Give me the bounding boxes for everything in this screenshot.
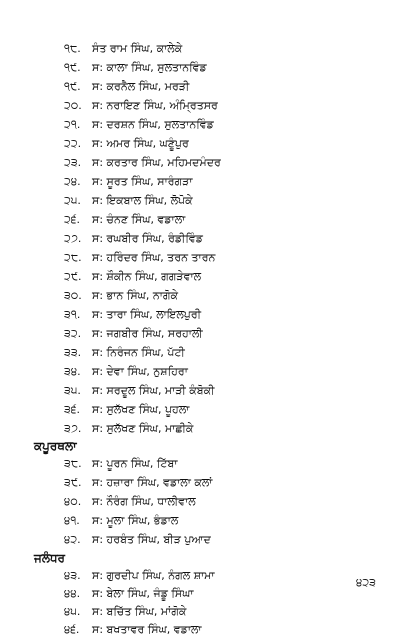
- entry-text: ਸ: ਤਾਰਾ ਸਿੰਘ, ਲਾਇਲਪੁਰੀ: [92, 308, 202, 321]
- entry-text: ਸ: ਸੁਲੱਖਣ ਸਿੰਘ, ਮਾਛੀਕੇ: [92, 422, 194, 435]
- entry-number: ੩੨.: [64, 327, 82, 340]
- list-item: [64, 97, 384, 115]
- entry-text: ਸ: ਬੇਲਾ ਸਿੰਘ, ਜੰਡੂ ਸਿੰਘਾ: [92, 587, 194, 600]
- entry-text: ਸ: ਕਰਤਾਰ ਸਿੰਘ, ਮਹਿਮਦਮੰਦਰ: [92, 156, 221, 169]
- entry-number: ੪੦.: [64, 495, 82, 508]
- entry-number: ੨੭.: [64, 232, 82, 245]
- list-item: [64, 306, 384, 324]
- list-item: [64, 401, 384, 419]
- list-item: [64, 567, 384, 585]
- list-item: [64, 325, 384, 343]
- entry-number: ੪੬.: [64, 623, 80, 636]
- section-heading-kapurthala: ਕਪੂਰਥਲਾ: [34, 439, 77, 453]
- entry-text: ਸ: ਮੂਲਾ ਸਿੰਘ, ਭੰਡਾਲ: [92, 514, 179, 527]
- list-item: [64, 603, 384, 621]
- entry-number: ੩੦.: [64, 289, 82, 302]
- entry-number: ੩੩.: [64, 346, 82, 359]
- page-number: ੪੨੩: [356, 576, 377, 589]
- list-item: [64, 59, 384, 77]
- entry-number: ੩੭.: [64, 422, 82, 435]
- entry-text: ਸ: ਅਮਰ ਸਿੰਘ, ਘਣੂੰਪੁਰ: [92, 137, 189, 150]
- entry-number: ੩੫.: [64, 384, 81, 397]
- entry-number: ੨੦.: [64, 99, 82, 112]
- list-item: [64, 154, 384, 172]
- entry-number: ੩੬.: [64, 403, 80, 416]
- entry-number: ੪੩.: [64, 569, 81, 582]
- entry-text: ਸੰਤ ਰਾਮ ਸਿੰਘ, ਕਾਲੇਕੇ: [92, 42, 183, 55]
- list-item: [64, 249, 384, 267]
- entry-number: ੨੧.: [64, 118, 81, 131]
- entry-text: ਸ: ਨਿਰੰਜਨ ਸਿੰਘ, ਪੱਟੀ: [92, 346, 185, 359]
- entry-text: ਸ: ਭਾਨ ਸਿੰਘ, ਨਾਗੋਕੇ: [92, 289, 179, 302]
- entry-text: ਸ: ਨਰਾਇਣ ਸਿੰਘ, ਅੰਮ੍ਰਿਤਸਰ: [92, 99, 218, 112]
- entry-text: ਸ: ਰਘਬੀਰ ਸਿੰਘ, ਰੰਡੀਵਿੰਡ: [92, 232, 203, 245]
- list-item: [64, 78, 384, 96]
- entry-number: ੪੧.: [64, 514, 80, 527]
- list-item: [64, 455, 384, 473]
- entry-number: ੩੧.: [64, 308, 81, 321]
- entry-text: ਸ: ਸੁਲੱਖਣ ਸਿੰਘ, ਪੂਹਲਾ: [92, 403, 190, 416]
- entry-number: ੨੯.: [64, 270, 82, 283]
- entry-number: ੨੬.: [64, 213, 80, 226]
- entry-number: ੧੮.: [64, 42, 81, 55]
- entry-text: ਸ: ਸ਼ੌਕੀਨ ਸਿੰਘ, ਗਗੜੇਵਾਲ: [92, 270, 202, 283]
- list-item: [64, 192, 384, 210]
- entry-number: ੨੮.: [64, 251, 82, 264]
- entry-text: ਸ: ਦਰਸ਼ਨ ਸਿੰਘ, ਸੁਲਤਾਨਵਿੰਡ: [92, 118, 214, 131]
- list-item: [64, 287, 384, 305]
- list-item: [64, 211, 384, 229]
- entry-number: ੨੩.: [64, 156, 82, 169]
- entry-number: ੨੫.: [64, 194, 81, 207]
- entry-number: ੩੯.: [64, 476, 82, 489]
- entry-text: ਸ: ਗੁਰਦੀਪ ਸਿੰਘ, ਨੰਗਲ ਸ਼ਾਮਾ: [92, 569, 215, 582]
- entry-text: ਸ: ਬਚਿੱਤ ਸਿੰਘ, ਮਾਂਗੋਕੇ: [92, 605, 187, 618]
- entry-text: ਸ: ਚੰਨਣ ਸਿੰਘ, ਵਡਾਲਾ: [92, 213, 186, 226]
- section-heading-jalandhar: ਜਲੰਧਰ: [34, 551, 65, 565]
- list-item: [64, 268, 384, 286]
- entry-text: ਸ: ਬਖਤਾਵਰ ਸਿੰਘ, ਵਡਾਲਾ: [92, 623, 202, 636]
- entry-text: ਸ: ਜਗਬੀਰ ਸਿੰਘ, ਸਰਹਾਲੀ: [92, 327, 203, 340]
- entry-text: ਸ: ਕਰਨੈਲ ਸਿੰਘ, ਮਰੜੀ: [92, 80, 190, 93]
- entry-number: ੩੪.: [64, 365, 81, 378]
- entry-text: ਸ: ਦੇਵਾ ਸਿੰਘ, ਨੁਸ਼ਹਿਰਾ: [92, 365, 188, 378]
- entry-text: ਸ: ਹਰਿੰਦਰ ਸਿੰਘ, ਤਰਨ ਤਾਰਨ: [92, 251, 216, 264]
- entry-text: ਸ: ਹਰਬੰਤ ਸਿੰਘ, ਬੀੜ ਪੁਆਦ: [92, 533, 211, 546]
- list-item: [64, 621, 384, 639]
- list-item: [64, 173, 384, 191]
- list-item: [64, 116, 384, 134]
- entry-text: ਸ: ਨੌਰੰਗ ਸਿੰਘ, ਧਾਲੀਵਾਲ: [92, 495, 196, 508]
- entry-text: ਸ: ਹਜ਼ਾਰਾ ਸਿੰਘ, ਵਡਾਲਾ ਕਲਾਂ: [92, 476, 213, 489]
- list-item: [64, 230, 384, 248]
- list-item: [64, 40, 384, 58]
- entry-text: ਸ: ਇਕਬਾਲ ਸਿੰਘ, ਲੋਪੋਕੇ: [92, 194, 193, 207]
- entry-number: ੪੨.: [64, 533, 81, 546]
- entry-number: ੪੫.: [64, 605, 81, 618]
- entry-text: ਸ: ਸੂਰਤ ਸਿੰਘ, ਸਾਰੰਗੜਾ: [92, 175, 193, 188]
- list-item: [64, 512, 384, 530]
- list-item: [64, 344, 384, 362]
- entry-text: ਸ: ਕਾਲਾ ਸਿੰਘ, ਸੁਲਤਾਨਵਿੰਡ: [92, 61, 207, 74]
- entry-number: ੨੨.: [64, 137, 82, 150]
- list-item: [64, 493, 384, 511]
- list-item: [64, 363, 384, 381]
- list-item: [64, 382, 384, 400]
- list-item: [64, 531, 384, 549]
- entry-text: ਸ: ਪੂਰਨ ਸਿੰਘ, ਟਿੱਬਾ: [92, 457, 178, 470]
- entry-number: ੩੮.: [64, 457, 82, 470]
- entry-number: ੧੯.: [64, 61, 81, 74]
- entry-text: ਸ: ਸਰਦੂਲ ਸਿੰਘ, ਮਾੜੀ ਕੰਬੋਕੀ: [92, 384, 215, 397]
- list-item: [64, 474, 384, 492]
- entry-number: ੪੪.: [64, 587, 81, 600]
- entry-number: ੧੯.: [64, 80, 81, 93]
- list-item: [64, 420, 384, 438]
- list-item: [64, 585, 384, 603]
- list-item: [64, 135, 384, 153]
- entry-number: ੨੪.: [64, 175, 81, 188]
